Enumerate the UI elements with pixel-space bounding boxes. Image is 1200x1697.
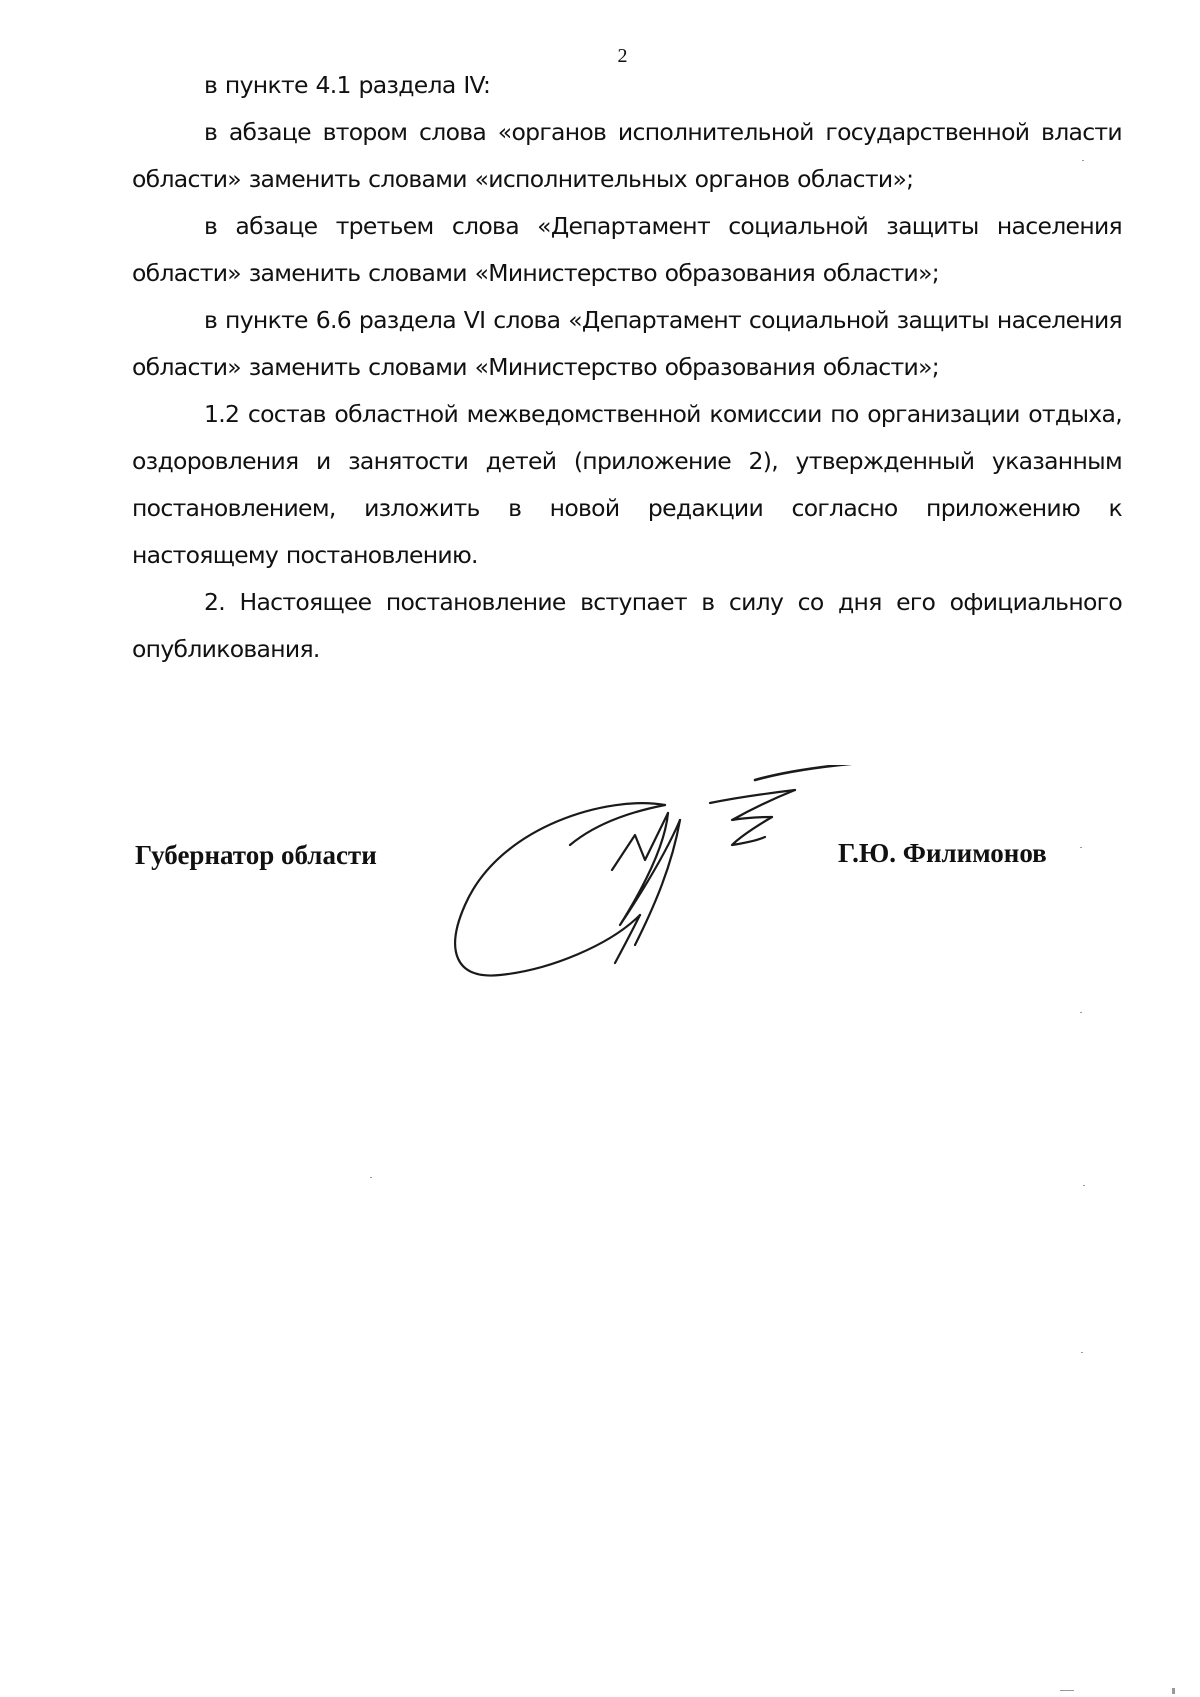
paragraph: в абзаце втором слова «органов исполнительной государственной власти области» заменить словами «исполнительных органов области»; — [132, 118, 1122, 193]
scan-speck — [1081, 1352, 1083, 1353]
handwritten-signature — [440, 765, 890, 995]
scan-speck — [1172, 1688, 1175, 1694]
page-number: 2 — [617, 45, 628, 67]
document-body — [132, 62, 1122, 673]
paragraph: в пункте 6.6 раздела VI слова «Департамент социальной защиты населения области» заменить словами «Министерство образования области»; — [132, 306, 1122, 381]
paragraph: 2. Настоящее постановление вступает в силу со дня его официального опубликования. — [132, 588, 1122, 663]
scan-speck — [1082, 160, 1084, 161]
scan-speck — [1080, 847, 1082, 848]
scan-speck — [1080, 1012, 1082, 1013]
paragraph: в абзаце третьем слова «Департамент социальной защиты населения области» заменить словами «Министерство образования области»; — [132, 212, 1122, 287]
signatory-position: Губернатор области — [135, 840, 377, 870]
paragraph: в пункте 4.1 раздела IV: — [204, 71, 491, 99]
signatory-name: Г.Ю. Филимонов — [838, 838, 1047, 868]
scan-speck — [1083, 1185, 1085, 1186]
scan-speck — [1060, 1690, 1074, 1691]
paragraph: 1.2 состав областной межведомственной комиссии по организации отдыха, оздоровления и занятости детей (приложение 2), утвержденный указанным постановлением, изложить в новой редакции согласно приложению к настоящему постановлению. — [132, 400, 1122, 569]
scan-speck — [370, 1177, 372, 1178]
